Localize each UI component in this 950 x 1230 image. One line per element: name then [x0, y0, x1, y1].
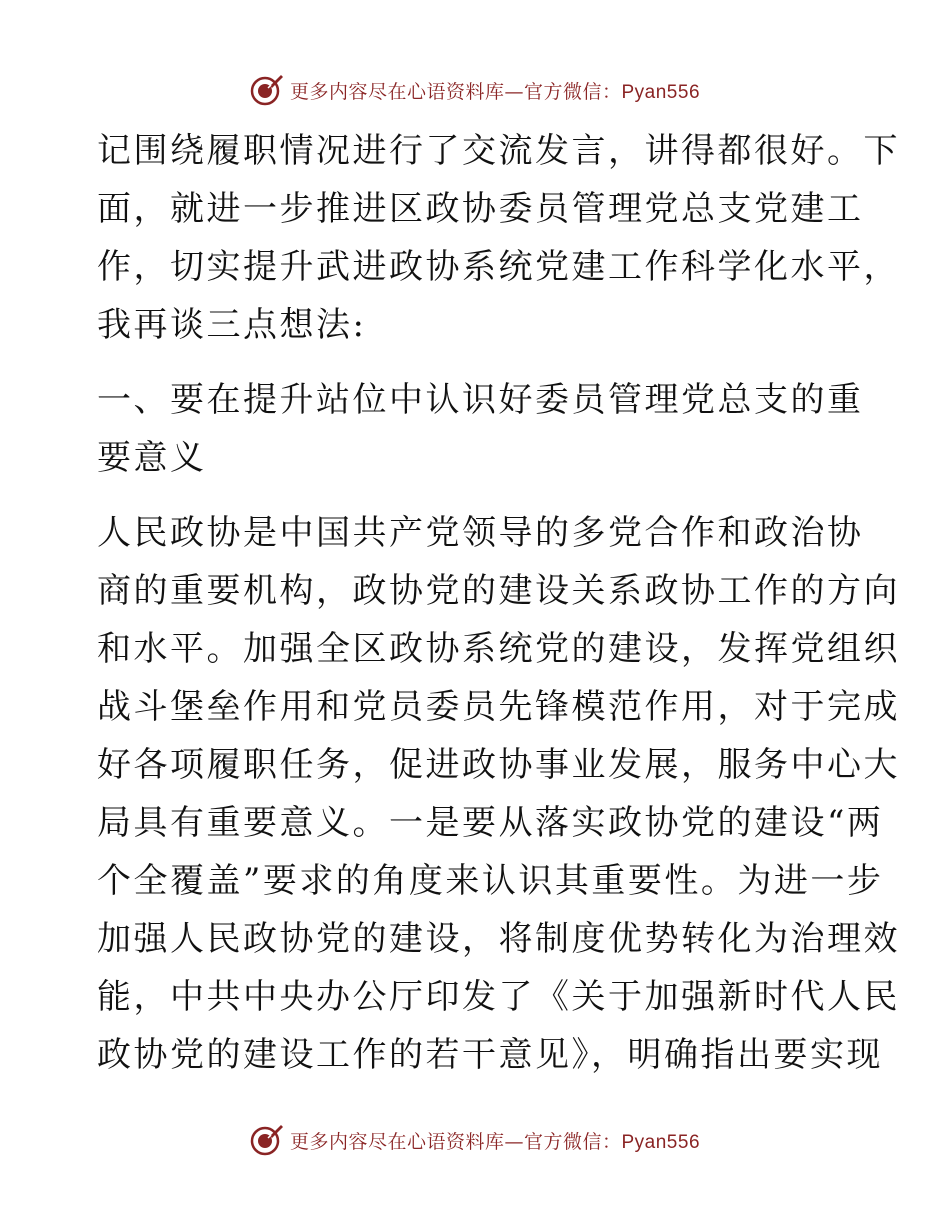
- footer-watermark: [0, 1120, 950, 1160]
- text-line: 局具有重要意义。一是要从落实政协党的建设“两: [97, 803, 884, 843]
- text-line: 能，中共中央办公厅印发了《关于加强新时代人民: [97, 977, 900, 1017]
- watermark-wechat-id: Pyan556: [621, 1131, 701, 1153]
- watermark-text: [290, 77, 700, 104]
- text-line: 政协党的建设工作的若干意见》，明确指出要实现: [97, 1035, 883, 1075]
- section-heading: 要意义: [97, 438, 207, 478]
- text-line: 记围绕履职情况进行了交流发言，讲得都很好。下: [97, 131, 900, 171]
- watermark-wechat-id: Pyan556: [621, 81, 701, 103]
- text-line: 战斗堡垒作用和党员委员先锋模范作用，对于完成: [97, 687, 900, 727]
- text-line: 和水平。加强全区政协系统党的建设，发挥党组织: [97, 629, 900, 669]
- header-watermark: [0, 70, 950, 110]
- watermark-official-label: 官方微信：: [523, 80, 622, 103]
- pen-logo-icon: [250, 1123, 284, 1157]
- text-line: 面，就进一步推进区政协委员管理党总支党建工: [97, 189, 864, 229]
- watermark-separator: —: [504, 1130, 524, 1153]
- pen-logo-icon: [250, 73, 284, 107]
- watermark-site: 更多内容尽在心语资料库: [289, 80, 505, 103]
- text-line: 加强人民政协党的建设，将制度优势转化为治理效: [97, 919, 900, 959]
- watermark-official-label: 官方微信：: [523, 1130, 622, 1153]
- text-line: 好各项履职任务，促进政协事业发展，服务中心大: [97, 745, 900, 785]
- text-line: 个全覆盖”要求的角度来认识其重要性。为进一步: [97, 861, 884, 901]
- text-line: 我再谈三点想法:: [97, 305, 367, 345]
- text-line: 人民政协是中国共产党领导的多党合作和政治协: [97, 513, 864, 553]
- section-heading: 一、要在提升站位中认识好委员管理党总支的重: [97, 380, 864, 420]
- watermark-site: 更多内容尽在心语资料库: [289, 1130, 505, 1153]
- watermark-text: [290, 1127, 700, 1154]
- text-line: 作，切实提升武进政协系统党建工作科学化水平，: [97, 247, 900, 287]
- watermark-separator: —: [504, 80, 524, 103]
- document-body: [97, 122, 900, 1084]
- text-line: 商的重要机构，政协党的建设关系政协工作的方向: [97, 571, 900, 611]
